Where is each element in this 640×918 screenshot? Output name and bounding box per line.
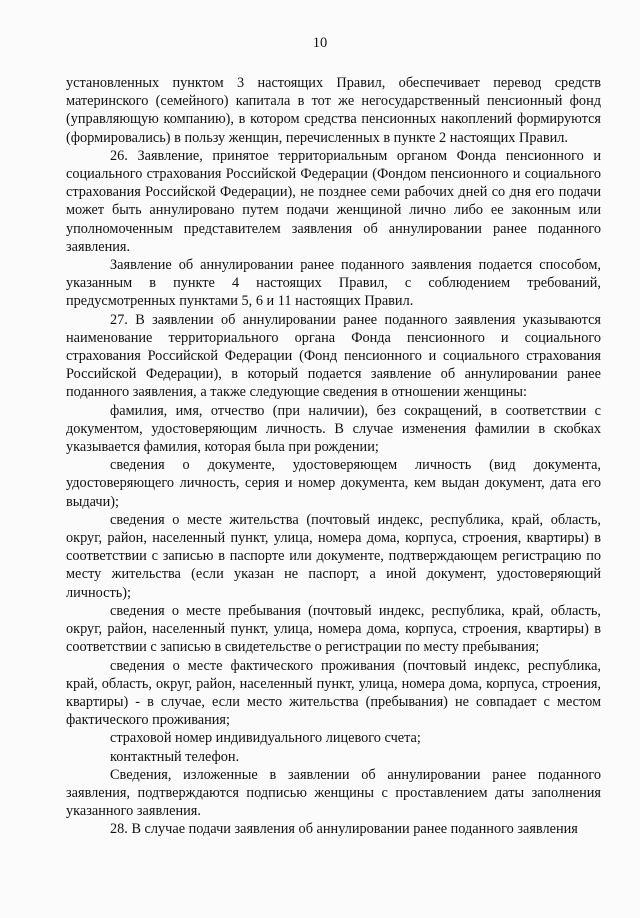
- paragraph-continuation: установленных пунктом 3 настоящих Правил, обеспечивает перевод средств материнского (семейного) капитала в тот же негосударственный пенсионный фонд (управляющую компанию), в котором средства пенсионных накоплений формируются (формировались) в пользу женщин, перечисленных в пункте 2 настоящих Правил.: [66, 75, 601, 146]
- document-body: [66, 74, 601, 839]
- list-item-contact-phone: контактный телефон.: [110, 748, 240, 765]
- list-item-full-name: фамилия, имя, отчество (при наличии), без сокращений, в соответствии с документом, удостоверяющим личность. В случае изменения фамилии в скобках указывается фамилия, которая была при рождении;: [66, 402, 601, 456]
- list-item-actual-residence: сведения о месте фактического проживания (почтовый индекс, республика, край, область, округ, район, населенный пункт, улица, номера дома, корпуса, строения, квартиры) - в случае, если место жительства (пребывания) не совпадает с местом фактического проживания;: [66, 657, 601, 729]
- paragraph-signature-confirmation: Сведения, изложенные в заявлении об аннулировании ранее поданного заявления, подтверждаются подписью женщины с проставлением даты заполнения указанного заявления.: [66, 766, 601, 820]
- paragraph-27: 27. В заявлении об аннулировании ранее поданного заявления указываются наименование территориального органа Фонда пенсионного и социального страхования Российской Федерации (Фонд пенсионного и социального страхования Российской Федерации), в который подается заявление об аннулировании ранее поданного заявления, а также следующие сведения в отношении женщины:: [66, 311, 601, 401]
- page-number: 10: [312, 35, 328, 51]
- paragraph-28: 28. В случае подачи заявления об аннулировании ранее поданного заявления: [110, 821, 578, 838]
- list-item-insurance-number: страховой номер индивидуального лицевого счета;: [110, 730, 421, 747]
- paragraph-26-submission-method: Заявление об аннулировании ранее поданного заявления подается способом, указанным в пункте 4 настоящих Правил, с соблюдением требований, предусмотренных пунктами 5, 6 и 11 настоящих Правил.: [66, 257, 601, 310]
- list-item-identity-document: сведения о документе, удостоверяющем личность (вид документа, удостоверяющего личность, серия и номер документа, кем выдан документ, дата его выдачи);: [66, 457, 601, 510]
- paragraph-26: 26. Заявление, принятое территориальным органом Фонда пенсионного и социального страхования Российской Федерации (Фондом пенсионного и социального страхования Российской Федерации), не позднее семи рабочих дней со дня его подачи может быть аннулировано путем подачи женщиной лично либо ее законным или уполномоченным представителем заявления об аннулировании ранее поданного заявления.: [66, 147, 601, 255]
- list-item-place-of-residence: сведения о месте жительства (почтовый индекс, республика, край, область, округ, район, населенный пункт, улица, номера дома, корпуса, строения, квартиры) в соответствии с записью в паспорте или документе, подтверждающем регистрацию по месту жительства (если указан не паспорт, а иной документ, удостоверяющий личность);: [66, 511, 601, 601]
- list-item-place-of-stay: сведения о месте пребывания (почтовый индекс, республика, край, область, округ, район, населенный пункт, улица, номера дома, корпуса, строения, квартиры) в соответствии с записью в свидетельстве о регистрации по месту пребывания;: [66, 602, 601, 656]
